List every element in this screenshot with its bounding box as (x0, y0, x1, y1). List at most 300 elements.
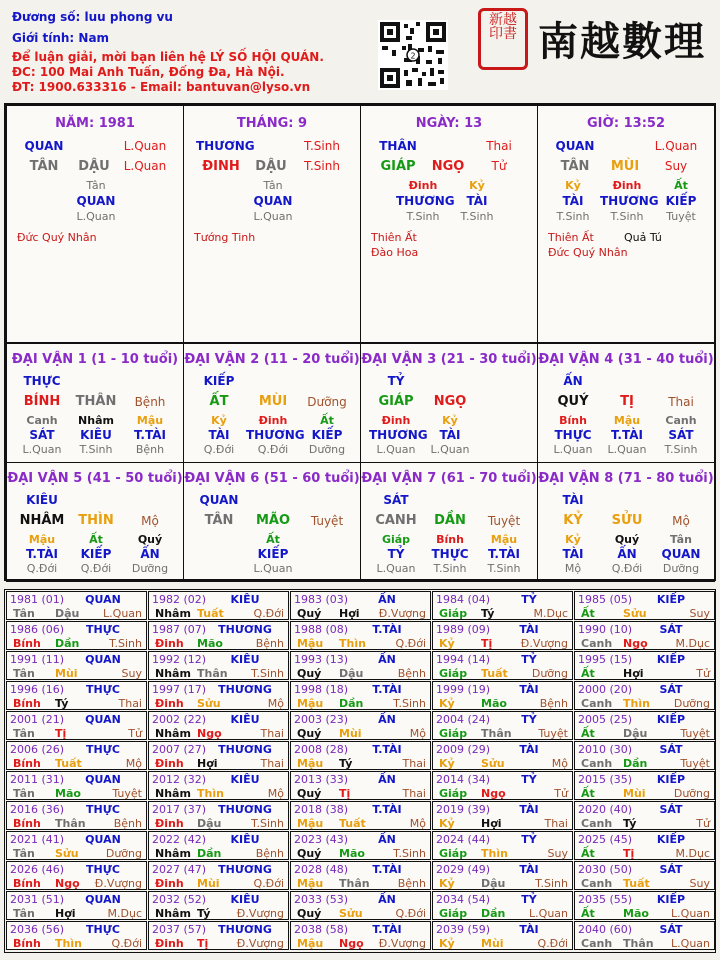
year-cell (148, 681, 289, 710)
dai-van-title: ĐẠI VẬN 4 (31 - 40 tuổi) (538, 352, 714, 367)
year-branch: Dần (481, 907, 506, 920)
qr-code-icon[interactable] (378, 20, 448, 90)
year-label: 2024 (44) (436, 833, 491, 846)
pillar-god-rel: L.Quan (123, 139, 167, 153)
year-god: TÀI (519, 923, 539, 936)
dai-van-branch: THÌN (78, 513, 114, 528)
year-stem: Kỷ (439, 937, 455, 950)
year-cell (290, 831, 431, 860)
year-stem: Giáp (439, 607, 468, 620)
hidden-rel: Bệnh (135, 443, 165, 456)
year-branch: Tị (623, 847, 635, 860)
hidden-rel: T.Sinh (460, 210, 494, 223)
hidden-stem: Quý (614, 533, 640, 546)
year-stem: Tân (13, 667, 35, 680)
year-label: 1985 (05) (578, 593, 633, 606)
year-branch: Thân (55, 817, 86, 830)
year-label: 2039 (59) (436, 923, 491, 936)
year-label: 1999 (19) (436, 683, 491, 696)
year-rel: Dưỡng (673, 697, 710, 710)
year-stem: Mậu (297, 817, 324, 830)
year-branch: Sửu (339, 907, 363, 920)
year-label: 2004 (24) (436, 713, 491, 726)
hidden-stem: Canh (665, 414, 697, 427)
year-branch: Mão (623, 907, 649, 920)
year-rel: Thai (402, 757, 426, 770)
year-cell (6, 771, 147, 800)
phone-email: ĐT: 1900.633316 - Email: bantuvan@lyso.vn (12, 80, 311, 94)
year-cell (290, 861, 431, 890)
hidden-god: ẤN (617, 547, 637, 561)
year-god: QUAN (85, 713, 121, 726)
year-rel: Mộ (409, 817, 426, 830)
year-branch: Tị (55, 727, 67, 740)
year-label: 2023 (43) (294, 833, 349, 846)
year-rel: Tử (696, 667, 710, 680)
year-cell (574, 741, 715, 770)
year-label: 1982 (02) (152, 593, 207, 606)
year-label: 2000 (20) (578, 683, 633, 696)
year-stem: Nhâm (155, 787, 191, 800)
year-stem: Kỷ (439, 757, 455, 770)
hidden-rel: L.Quan (253, 562, 293, 575)
year-branch: Thìn (55, 937, 82, 950)
dai-van-cell (360, 343, 538, 463)
year-label: 1997 (17) (152, 683, 207, 696)
year-stem: Canh (581, 757, 613, 770)
year-cell (290, 621, 431, 650)
year-god: THƯƠNG (218, 683, 272, 696)
year-label: 2020 (40) (578, 803, 633, 816)
dai-van-cell (537, 462, 715, 582)
hidden-rel: L.Quan (76, 210, 116, 223)
pillar-title: GIỜ: 13:52 (587, 116, 665, 131)
dai-van-stem: CANH (375, 513, 417, 528)
year-cell (148, 801, 289, 830)
year-rel: T.Sinh (535, 877, 568, 890)
year-cell (290, 711, 431, 740)
year-label: 1998 (18) (294, 683, 349, 696)
year-branch: Tị (481, 637, 493, 650)
year-label: 2009 (29) (436, 743, 491, 756)
year-god: THƯƠNG (218, 863, 272, 876)
dai-van-cell (183, 462, 361, 582)
year-label: 1991 (11) (10, 653, 65, 666)
hidden-rel: L.Quan (553, 443, 593, 456)
year-god: TÀI (519, 623, 539, 636)
pillar-god-rel: Thai (486, 139, 512, 153)
year-cell (432, 741, 573, 770)
year-branch: Dậu (55, 607, 80, 620)
year-cell (290, 741, 431, 770)
year-rel: M.Dục (675, 847, 710, 860)
hidden-rel: T.Sinh (406, 210, 440, 223)
dai-van-title: ĐẠI VẬN 3 (21 - 30 tuổi) (361, 352, 537, 367)
year-cell (6, 861, 147, 890)
dai-van-branch: NGỌ (433, 394, 467, 409)
year-stem: Quý (297, 727, 322, 740)
hidden-rel: Dưỡng (308, 443, 346, 456)
year-stem: Quý (297, 607, 322, 620)
year-stem: Đinh (155, 637, 184, 650)
year-branch: Mùi (339, 727, 362, 740)
year-rel: T.Sinh (393, 697, 426, 710)
svg-text:2: 2 (410, 51, 416, 61)
year-stem: Giáp (439, 727, 468, 740)
year-label: 2022 (42) (152, 833, 207, 846)
dai-van-rel: Mộ (141, 514, 159, 528)
year-god: ẤN (378, 773, 396, 786)
year-branch: Sửu (623, 607, 647, 620)
dai-van-branch: MÃO (255, 513, 291, 528)
year-label: 2012 (32) (152, 773, 207, 786)
hidden-stem: Ất (89, 533, 103, 546)
year-rel: Tuyệt (680, 757, 710, 770)
year-cell (432, 891, 573, 920)
year-branch: Dần (55, 637, 80, 650)
dai-van-rel: Bệnh (134, 395, 166, 409)
dai-van-stem: BÍNH (23, 394, 61, 409)
year-stem: Quý (297, 667, 322, 680)
annual-luck-grid (4, 589, 716, 953)
year-rel: L.Quan (103, 607, 142, 620)
year-label: 2030 (50) (578, 863, 633, 876)
year-label: 2021 (41) (10, 833, 65, 846)
hidden-stem: Tân (86, 179, 106, 192)
hidden-rel: Dưỡng (131, 562, 169, 575)
chart-board (4, 103, 716, 581)
year-rel: Tử (696, 817, 710, 830)
dai-van-god: TỶ (387, 374, 405, 388)
year-cell (6, 891, 147, 920)
year-god: T.TÀI (372, 803, 402, 816)
year-rel: Bệnh (539, 697, 568, 710)
year-branch: Dậu (623, 727, 648, 740)
year-rel: Q.Đới (253, 607, 284, 620)
hidden-rel: Tuyệt (666, 210, 696, 223)
hidden-stem: Đinh (258, 414, 288, 427)
year-rel: Dưỡng (531, 667, 568, 680)
hidden-stem: Tân (670, 533, 692, 546)
year-branch: Mão (55, 787, 81, 800)
year-god: THỰC (86, 803, 120, 816)
year-cell (574, 681, 715, 710)
year-god: ẤN (378, 893, 396, 906)
hidden-rel: T.Sinh (556, 210, 590, 223)
year-cell (148, 591, 289, 620)
dai-van-title: ĐẠI VẬN 6 (51 - 60 tuổi) (184, 471, 360, 486)
hidden-stem: Tân (263, 179, 283, 192)
year-rel: Mộ (551, 757, 568, 770)
year-branch: Thìn (481, 847, 508, 860)
year-rel: Mộ (267, 787, 284, 800)
year-rel: Đ.Vượng (236, 937, 284, 950)
dai-van-rel: Tuyệt (310, 514, 344, 528)
year-god: THỰC (86, 923, 120, 936)
pillar-god-rel: T.Sinh (304, 139, 340, 153)
year-cell (574, 861, 715, 890)
year-label: 2019 (39) (436, 803, 491, 816)
pillar-cell (183, 105, 361, 343)
hidden-rel: T.Sinh (610, 210, 644, 223)
auspicious-star: Quả Tú (624, 231, 662, 244)
year-cell (6, 801, 147, 830)
pillar-branch-rel: Suy (664, 159, 688, 173)
pillar-god-rel: L.Quan (654, 139, 698, 153)
year-cell (6, 621, 147, 650)
year-label: 1990 (10) (578, 623, 633, 636)
hidden-rel: T.Sinh (487, 562, 521, 575)
hidden-stem: Ất (320, 414, 334, 427)
year-god: KIẾP (656, 653, 686, 666)
year-stem: Mậu (297, 937, 324, 950)
year-rel: M.Dục (675, 637, 710, 650)
year-god: T.TÀI (372, 923, 402, 936)
year-stem: Canh (581, 697, 613, 710)
year-branch: Thân (481, 727, 512, 740)
year-branch: Mão (481, 697, 507, 710)
year-label: 2025 (45) (578, 833, 633, 846)
year-branch: Ngọ (197, 727, 222, 740)
year-label: 1987 (07) (152, 623, 207, 636)
year-label: 2011 (31) (10, 773, 65, 786)
year-branch: Dậu (481, 877, 506, 890)
year-rel: Bệnh (255, 637, 284, 650)
dai-van-rel: Thai (668, 395, 694, 409)
year-god: ẤN (378, 593, 396, 606)
hidden-rel: T.Sinh (79, 443, 113, 456)
year-rel: Mộ (267, 697, 284, 710)
year-god: SÁT (659, 863, 683, 876)
hidden-god: THƯƠNG (600, 194, 659, 208)
hidden-god: TÀI (562, 194, 584, 208)
year-stem: Ất (581, 727, 595, 740)
year-stem: Kỷ (439, 637, 455, 650)
year-label: 2016 (36) (10, 803, 65, 816)
year-rel: M.Dục (533, 607, 568, 620)
year-label: 2002 (22) (152, 713, 207, 726)
hidden-god: TÀI (439, 428, 461, 442)
year-god: KIẾP (656, 713, 686, 726)
year-stem: Bính (13, 877, 41, 890)
year-cell (148, 861, 289, 890)
dai-van-stem: QUÝ (557, 394, 589, 409)
hidden-rel: Q.Đới (203, 443, 235, 456)
year-branch: Dần (197, 847, 222, 860)
year-stem: Kỷ (439, 817, 455, 830)
hidden-god: TỶ (387, 547, 405, 561)
year-god: THƯƠNG (218, 623, 272, 636)
hidden-god: T.TÀI (488, 547, 520, 561)
year-cell (432, 651, 573, 680)
year-god: QUAN (85, 773, 121, 786)
year-stem: Giáp (439, 787, 468, 800)
year-label: 1989 (09) (436, 623, 491, 636)
year-stem: Bính (13, 637, 41, 650)
year-rel: Đ.Vượng (520, 637, 568, 650)
year-cell (148, 831, 289, 860)
year-rel: Q.Đới (395, 637, 426, 650)
hidden-stem: Bính (559, 414, 587, 427)
year-label: 1995 (15) (578, 653, 633, 666)
year-rel: Thai (544, 817, 568, 830)
year-cell (574, 801, 715, 830)
year-cell (148, 741, 289, 770)
year-branch: Tuất (55, 757, 82, 770)
year-branch: Dần (339, 697, 364, 710)
year-stem: Mậu (297, 757, 324, 770)
owner-name: Đương số: luu phong vu (12, 10, 173, 24)
pillar-title: THÁNG: 9 (236, 116, 308, 131)
year-stem: Bính (13, 817, 41, 830)
hidden-rel: L.Quan (22, 443, 62, 456)
year-stem: Đinh (155, 937, 184, 950)
hidden-stem: Bính (436, 533, 464, 546)
dai-van-branch: TỊ (620, 394, 634, 409)
hidden-stem: Canh (26, 414, 58, 427)
year-cell (6, 741, 147, 770)
year-rel: Thai (402, 787, 426, 800)
hidden-stem: Kỷ (442, 414, 458, 427)
hidden-rel: L.Quan (376, 443, 416, 456)
year-cell (574, 891, 715, 920)
year-stem: Nhâm (155, 847, 191, 860)
year-god: THƯƠNG (218, 803, 272, 816)
hidden-rel: L.Quan (253, 210, 293, 223)
hidden-stem: Đinh (381, 414, 411, 427)
year-cell (290, 771, 431, 800)
year-stem: Mậu (297, 877, 324, 890)
year-branch: Thân (197, 667, 228, 680)
seal-stamp: 新越印書 (478, 8, 528, 70)
year-stem: Canh (581, 877, 613, 890)
year-branch: Tuất (481, 667, 508, 680)
year-branch: Sửu (481, 757, 505, 770)
year-label: 2010 (30) (578, 743, 633, 756)
year-branch: Mão (339, 847, 365, 860)
dai-van-rel: Tuyệt (487, 514, 521, 528)
year-label: 1981 (01) (10, 593, 65, 606)
year-rel: Dưỡng (673, 787, 710, 800)
year-stem: Đinh (155, 877, 184, 890)
pillar-cell (537, 105, 715, 343)
year-cell (148, 651, 289, 680)
hidden-rel: Q.Đới (611, 562, 643, 575)
hidden-god: T.TÀI (26, 547, 58, 561)
year-stem: Nhâm (155, 667, 191, 680)
year-rel: Q.Đới (537, 937, 568, 950)
year-label: 2028 (48) (294, 863, 349, 876)
year-label: 2031 (51) (10, 893, 65, 906)
year-branch: Dần (623, 757, 648, 770)
pillar-god: THÂN (379, 139, 417, 153)
hidden-god: TÀI (208, 428, 230, 442)
year-rel: Thai (118, 697, 142, 710)
year-stem: Đinh (155, 697, 184, 710)
year-rel: Đ.Vượng (378, 937, 426, 950)
auspicious-star: Thiên Ất (548, 231, 594, 244)
hidden-god: TÀI (466, 194, 488, 208)
year-label: 1983 (03) (294, 593, 349, 606)
year-stem: Tân (13, 907, 35, 920)
year-branch: Hợi (481, 817, 502, 830)
hidden-rel: L.Quan (430, 443, 470, 456)
year-rel: Bệnh (113, 817, 142, 830)
year-cell (432, 801, 573, 830)
year-god: ẤN (378, 713, 396, 726)
year-rel: L.Quan (529, 907, 568, 920)
hidden-stem: Kỷ (565, 179, 581, 192)
year-cell (432, 771, 573, 800)
year-god: SÁT (659, 623, 683, 636)
year-god: ẤN (378, 833, 396, 846)
year-cell (6, 591, 147, 620)
year-cell (574, 921, 715, 950)
year-label: 2014 (34) (436, 773, 491, 786)
year-rel: Tử (128, 727, 142, 740)
year-rel: T.Sinh (393, 847, 426, 860)
hidden-god: THỰC (431, 547, 469, 561)
year-cell (432, 921, 573, 950)
pillar-cell (360, 105, 538, 343)
year-label: 1984 (04) (436, 593, 491, 606)
year-label: 1986 (06) (10, 623, 65, 636)
year-cell (148, 711, 289, 740)
year-branch: Thìn (339, 637, 366, 650)
year-branch: Tị (197, 937, 209, 950)
hidden-god: ẤN (140, 547, 160, 561)
year-label: 1992 (12) (152, 653, 207, 666)
year-god: TÀI (519, 863, 539, 876)
hidden-rel: Q.Đới (80, 562, 112, 575)
pillar-god: QUAN (24, 139, 64, 153)
year-cell (290, 651, 431, 680)
year-stem: Quý (297, 787, 322, 800)
year-rel: Đ.Vượng (236, 907, 284, 920)
year-label: 2003 (23) (294, 713, 349, 726)
year-rel: Suy (121, 667, 142, 680)
year-branch: Ngọ (339, 937, 364, 950)
year-rel: M.Dục (107, 907, 142, 920)
year-god: TỶ (521, 773, 537, 786)
year-rel: Đ.Vượng (94, 877, 142, 890)
year-god: KIÊU (230, 833, 260, 846)
year-label: 2015 (35) (578, 773, 633, 786)
year-rel: Suy (547, 847, 568, 860)
pillar-god: QUAN (555, 139, 595, 153)
hidden-rel: L.Quan (607, 443, 647, 456)
year-god: KIẾP (656, 833, 686, 846)
year-rel: Suy (689, 877, 710, 890)
hidden-rel: Q.Đới (257, 443, 289, 456)
dai-van-cell (6, 343, 184, 463)
year-god: QUAN (85, 893, 121, 906)
year-rel: Bệnh (255, 847, 284, 860)
year-stem: Giáp (439, 907, 468, 920)
pillar-stem: ĐINH (202, 159, 240, 174)
year-god: SÁT (659, 803, 683, 816)
hidden-god: T.TÀI (134, 428, 166, 442)
dai-van-cell (6, 462, 184, 582)
year-label: 2038 (58) (294, 923, 349, 936)
auspicious-star: Thiên Ất (371, 231, 417, 244)
year-god: KIÊU (230, 653, 260, 666)
year-rel: Thai (260, 727, 284, 740)
year-label: 2032 (52) (152, 893, 207, 906)
year-god: KIÊU (230, 713, 260, 726)
year-cell (432, 681, 573, 710)
year-branch: Tuất (197, 607, 224, 620)
